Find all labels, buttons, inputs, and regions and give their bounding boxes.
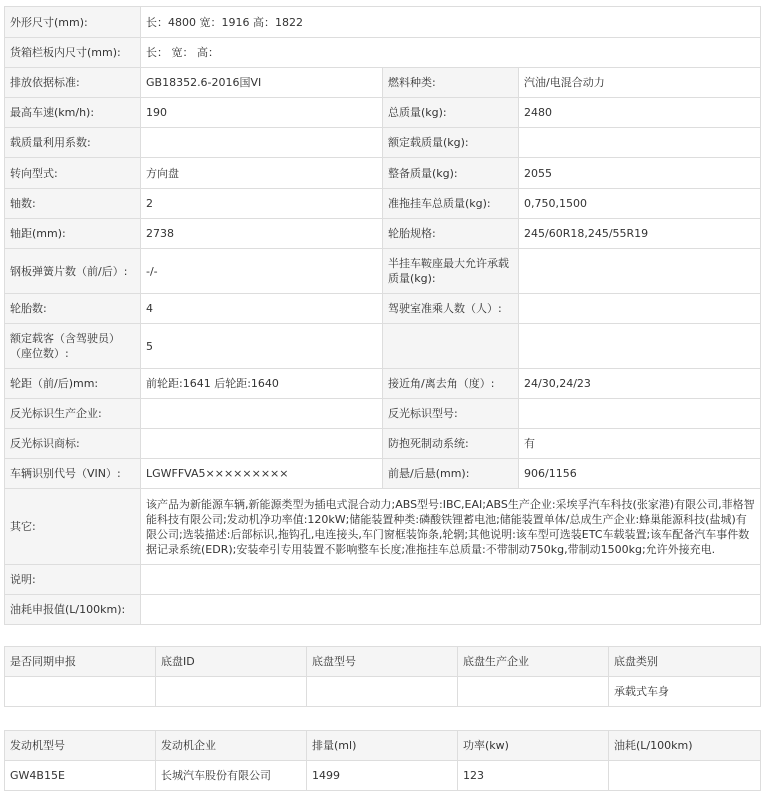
leaf-spring-value: -/-: [141, 249, 383, 294]
axles-label: 轴数:: [5, 189, 141, 219]
note-label: 说明:: [5, 565, 141, 595]
load-util-value: [141, 128, 383, 158]
chassis-header-cell: 底盘类别: [609, 647, 761, 677]
approach-angle-value: 24/30,24/23: [519, 369, 761, 399]
empty-label: [383, 324, 519, 369]
engine-header-cell: 发动机型号: [5, 731, 156, 761]
seats-label: 额定载客（含驾驶员）（座位数）:: [5, 324, 141, 369]
emission-value: GB18352.6-2016国VI: [141, 68, 383, 98]
fuel-label: 燃料种类:: [383, 68, 519, 98]
empty-value: [519, 324, 761, 369]
consumption-label: 油耗申报值(L/100km):: [5, 595, 141, 625]
engine-cell: 长城汽车股份有限公司: [156, 761, 307, 791]
consumption-value: [141, 595, 761, 625]
emission-label: 排放依据标准:: [5, 68, 141, 98]
engine-cell: GW4B15E: [5, 761, 156, 791]
chassis-header-cell: 是否同期申报: [5, 647, 156, 677]
saddle-load-label: 半挂车鞍座最大允许承载质量(kg):: [383, 249, 519, 294]
note-value: [141, 565, 761, 595]
cargo-dims-label: 货箱栏板内尺寸(mm):: [5, 38, 141, 68]
max-speed-value: 190: [141, 98, 383, 128]
track-value: 前轮距:1641 后轮距:1640: [141, 369, 383, 399]
reflector-model-label: 反光标识型号:: [383, 399, 519, 429]
reflector-brand-value: [141, 429, 383, 459]
total-mass-value: 2480: [519, 98, 761, 128]
cab-capacity-label: 驾驶室准乘人数（人）:: [383, 294, 519, 324]
dims-value: 长：4800 宽：1916 高：1822: [141, 7, 761, 38]
overhang-value: 906/1156: [519, 459, 761, 489]
abs-label: 防抱死制动系统:: [383, 429, 519, 459]
wheelbase-value: 2738: [141, 219, 383, 249]
fuel-value: 汽油/电混合动力: [519, 68, 761, 98]
table-row: [5, 761, 761, 791]
cab-capacity-value: [519, 294, 761, 324]
vehicle-spec-table: [4, 6, 761, 625]
engine-cell: 123: [458, 761, 609, 791]
leaf-spring-label: 钢板弹簧片数（前/后）:: [5, 249, 141, 294]
axles-value: 2: [141, 189, 383, 219]
steering-label: 转向型式:: [5, 158, 141, 189]
engine-header-cell: 发动机企业: [156, 731, 307, 761]
reflector-brand-label: 反光标识商标:: [5, 429, 141, 459]
chassis-header-cell: 底盘ID: [156, 647, 307, 677]
steering-value: 方向盘: [141, 158, 383, 189]
rated-load-value: [519, 128, 761, 158]
chassis-header-cell: 底盘型号: [307, 647, 458, 677]
engine-cell: [609, 761, 761, 791]
chassis-cell: [156, 677, 307, 707]
track-label: 轮距（前/后)mm:: [5, 369, 141, 399]
wheelbase-label: 轴距(mm):: [5, 219, 141, 249]
tire-spec-value: 245/60R18,245/55R19: [519, 219, 761, 249]
overhang-label: 前悬/后悬(mm):: [383, 459, 519, 489]
chassis-cell: [307, 677, 458, 707]
other-label: 其它:: [5, 489, 141, 565]
cargo-dims-value: 长： 宽： 高：: [141, 38, 761, 68]
rated-load-label: 额定载质量(kg):: [383, 128, 519, 158]
engine-table: [4, 730, 761, 791]
engine-header-cell: 油耗(L/100km): [609, 731, 761, 761]
trailer-mass-value: 0,750,1500: [519, 189, 761, 219]
seats-value: 5: [141, 324, 383, 369]
tire-count-value: 4: [141, 294, 383, 324]
chassis-cell: 承载式车身: [609, 677, 761, 707]
curb-mass-value: 2055: [519, 158, 761, 189]
reflector-maker-label: 反光标识生产企业:: [5, 399, 141, 429]
load-util-label: 载质量利用系数:: [5, 128, 141, 158]
table-row: [5, 677, 761, 707]
chassis-table: [4, 646, 761, 707]
engine-header-cell: 功率(kw): [458, 731, 609, 761]
tire-count-label: 轮胎数:: [5, 294, 141, 324]
abs-value: 有: [519, 429, 761, 459]
reflector-model-value: [519, 399, 761, 429]
tire-spec-label: 轮胎规格:: [383, 219, 519, 249]
chassis-cell: [5, 677, 156, 707]
curb-mass-label: 整备质量(kg):: [383, 158, 519, 189]
other-value: 该产品为新能源车辆,新能源类型为插电式混合动力;ABS型号:IBC,EAI;ABS生产企业:采埃孚汽车科技(张家港)有限公司,菲格智能科技有限公司;发动机净功率值:120kW;储能装置种类:磷酸铁锂蓄电池;储能装置单体/总成生产企业:蜂巢能源科技(盐城)有限公司;选装描述:后部标识,拖钩孔,电连接头,车门窗框装饰条,轮辋;其他说明:该车型可选装ETC车载装置;该车配备汽车事件数据记录系统(EDR);安装牵引专用装置不影响整车长度;准拖挂车总质量:不带制动750kg,带制动1500kg;允许外接充电.: [141, 489, 761, 565]
vin-value: LGWFFVA5×××××××××: [141, 459, 383, 489]
chassis-cell: [458, 677, 609, 707]
dims-label: 外形尺寸(mm):: [5, 7, 141, 38]
engine-cell: 1499: [307, 761, 458, 791]
engine-header-cell: 排量(ml): [307, 731, 458, 761]
trailer-mass-label: 准拖挂车总质量(kg):: [383, 189, 519, 219]
saddle-load-value: [519, 249, 761, 294]
approach-angle-label: 接近角/离去角（度）:: [383, 369, 519, 399]
chassis-header-cell: 底盘生产企业: [458, 647, 609, 677]
vin-label: 车辆识别代号（VIN）:: [5, 459, 141, 489]
reflector-maker-value: [141, 399, 383, 429]
total-mass-label: 总质量(kg):: [383, 98, 519, 128]
max-speed-label: 最高车速(km/h):: [5, 98, 141, 128]
